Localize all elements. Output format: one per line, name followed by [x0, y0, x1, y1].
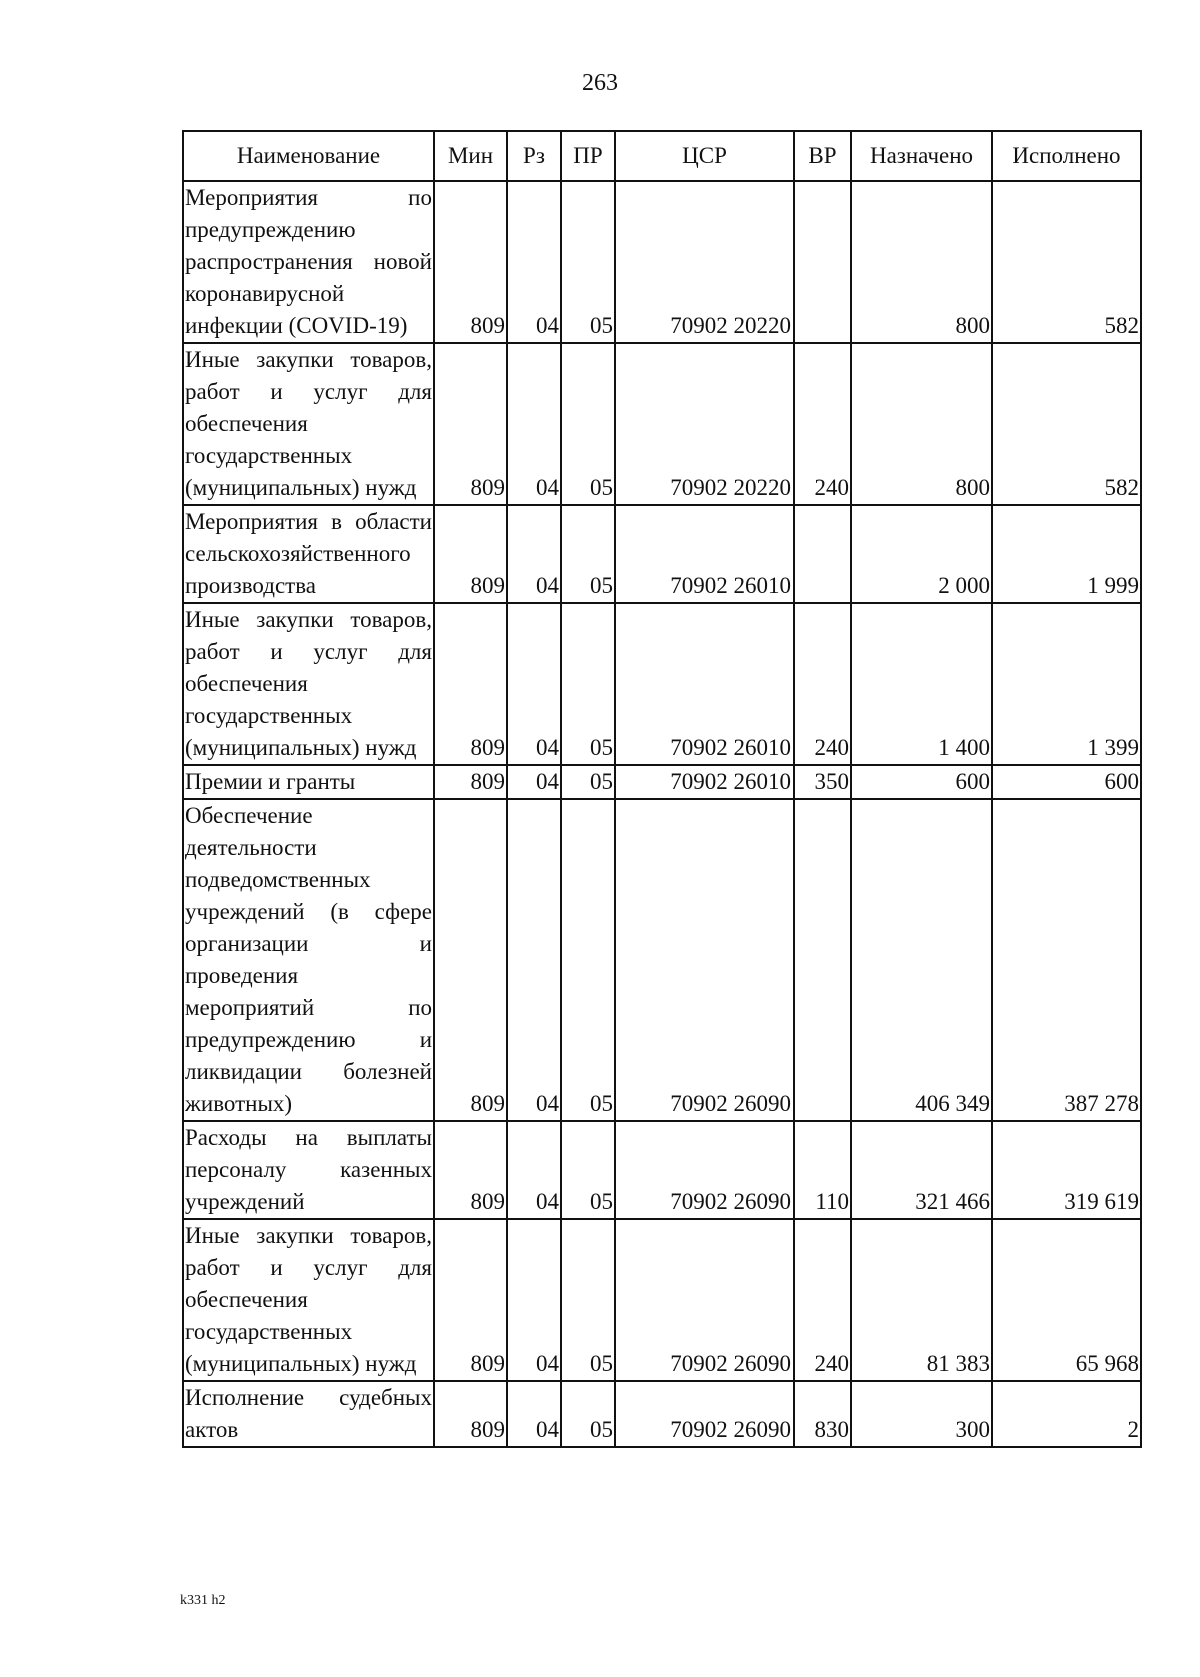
row-vr: 240: [794, 343, 851, 505]
row-min: 809: [434, 181, 507, 343]
row-assigned: 300: [851, 1381, 992, 1447]
row-assigned: 2 000: [851, 505, 992, 603]
row-name: Иные закупки товаров, работ и услуг для обеспечения государственных (муниципальных) нужд: [183, 1219, 434, 1381]
table-row: [183, 505, 1141, 603]
row-pr: 05: [561, 343, 615, 505]
row-vr: 350: [794, 765, 851, 799]
header-assigned: Назначено: [851, 131, 992, 181]
row-vr: 240: [794, 603, 851, 765]
row-name: Мероприятия по предупреждению распространения новой коронавирусной инфекции (COVID-19): [183, 181, 434, 343]
row-assigned: 1 400: [851, 603, 992, 765]
row-min: 809: [434, 1381, 507, 1447]
row-assigned: 406 349: [851, 799, 992, 1121]
row-csr: 70902 26090: [615, 1381, 794, 1447]
page-number: 263: [582, 70, 618, 96]
header-name: Наименование: [183, 131, 434, 181]
row-assigned: 600: [851, 765, 992, 799]
table-row: [183, 1219, 1141, 1381]
row-rz: 04: [507, 603, 561, 765]
row-name: Исполнение судебных актов: [183, 1381, 434, 1447]
row-pr: 05: [561, 1121, 615, 1219]
row-pr: 05: [561, 181, 615, 343]
row-csr: 70902 26090: [615, 1219, 794, 1381]
row-vr: [794, 799, 851, 1121]
row-assigned: 800: [851, 181, 992, 343]
row-executed: 387 278: [992, 799, 1141, 1121]
row-csr: 70902 26010: [615, 505, 794, 603]
row-executed: 600: [992, 765, 1141, 799]
row-min: 809: [434, 1219, 507, 1381]
row-csr: 70902 20220: [615, 343, 794, 505]
table-row: [183, 765, 1141, 799]
row-pr: 05: [561, 1381, 615, 1447]
row-rz: 04: [507, 1121, 561, 1219]
table-row: [183, 1381, 1141, 1447]
row-min: 809: [434, 1121, 507, 1219]
header-pr: ПР: [561, 131, 615, 181]
header-executed: Исполнено: [992, 131, 1141, 181]
row-min: 809: [434, 505, 507, 603]
row-pr: 05: [561, 1219, 615, 1381]
row-name: Мероприятия в области сельскохозяйственного производства: [183, 505, 434, 603]
row-min: 809: [434, 765, 507, 799]
table-row: [183, 603, 1141, 765]
table-row: [183, 181, 1141, 343]
row-min: 809: [434, 799, 507, 1121]
row-rz: 04: [507, 181, 561, 343]
row-pr: 05: [561, 765, 615, 799]
row-name: Иные закупки товаров, работ и услуг для обеспечения государственных (муниципальных) нужд: [183, 603, 434, 765]
row-executed: 2: [992, 1381, 1141, 1447]
header-row: [183, 131, 1141, 181]
row-pr: 05: [561, 505, 615, 603]
row-vr: 830: [794, 1381, 851, 1447]
row-min: 809: [434, 343, 507, 505]
row-rz: 04: [507, 1381, 561, 1447]
row-assigned: 800: [851, 343, 992, 505]
row-csr: 70902 26010: [615, 765, 794, 799]
header-vr: ВР: [794, 131, 851, 181]
row-csr: 70902 26090: [615, 1121, 794, 1219]
row-vr: [794, 181, 851, 343]
row-executed: 1 399: [992, 603, 1141, 765]
header-min: Мин: [434, 131, 507, 181]
row-executed: 319 619: [992, 1121, 1141, 1219]
table-row: [183, 799, 1141, 1121]
row-name: Премии и гранты: [183, 765, 434, 799]
table-row: [183, 343, 1141, 505]
row-rz: 04: [507, 765, 561, 799]
row-executed: 65 968: [992, 1219, 1141, 1381]
table-row: [183, 1121, 1141, 1219]
row-csr: 70902 26090: [615, 799, 794, 1121]
row-executed: 1 999: [992, 505, 1141, 603]
header-rz: Рз: [507, 131, 561, 181]
row-vr: [794, 505, 851, 603]
row-csr: 70902 26010: [615, 603, 794, 765]
row-rz: 04: [507, 343, 561, 505]
row-pr: 05: [561, 603, 615, 765]
budget-table: [182, 130, 1142, 1448]
row-pr: 05: [561, 799, 615, 1121]
row-vr: 110: [794, 1121, 851, 1219]
row-csr: 70902 20220: [615, 181, 794, 343]
header-csr: ЦСР: [615, 131, 794, 181]
row-rz: 04: [507, 799, 561, 1121]
row-vr: 240: [794, 1219, 851, 1381]
row-executed: 582: [992, 343, 1141, 505]
row-name: Расходы на выплаты персоналу казенных учреждений: [183, 1121, 434, 1219]
row-assigned: 321 466: [851, 1121, 992, 1219]
row-name: Иные закупки товаров, работ и услуг для обеспечения государственных (муниципальных) нужд: [183, 343, 434, 505]
row-min: 809: [434, 603, 507, 765]
row-rz: 04: [507, 1219, 561, 1381]
footer-code: k331 h2: [180, 1593, 226, 1608]
row-rz: 04: [507, 505, 561, 603]
row-assigned: 81 383: [851, 1219, 992, 1381]
row-name: Обеспечение деятельности подведомственных учреждений (в сфере организации и проведения мероприятий по предупреждению и ликвидации болезней животных): [183, 799, 434, 1121]
row-executed: 582: [992, 181, 1141, 343]
